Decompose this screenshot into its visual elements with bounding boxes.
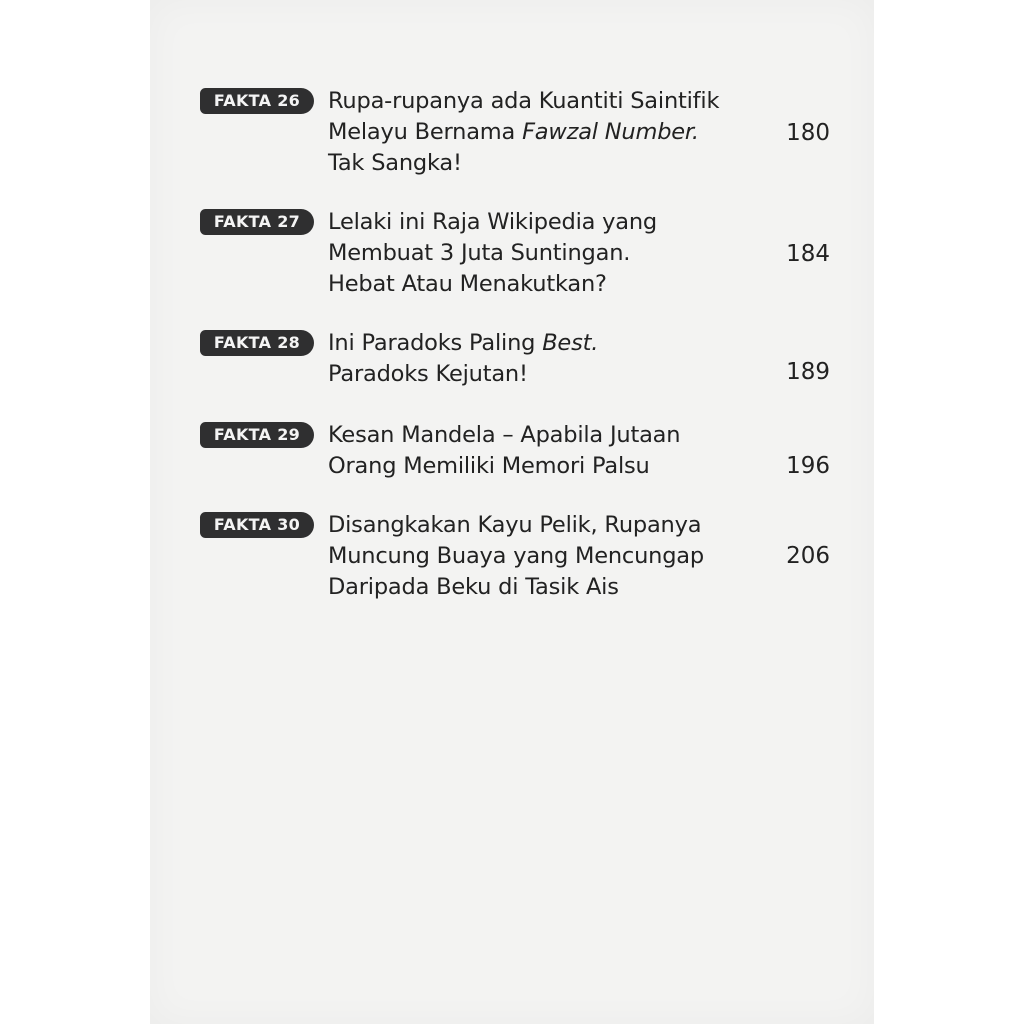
fakta-badge: FAKTA 27 bbox=[200, 209, 314, 235]
fakta-badge: FAKTA 29 bbox=[200, 422, 314, 448]
page-number: 180 bbox=[786, 120, 830, 146]
entry-title: Disangkakan Kayu Pelik, Rupanya Muncung Buaya yang Mencungap Daripada Beku di Tasik Ais bbox=[328, 512, 704, 600]
page-number: 196 bbox=[786, 453, 830, 479]
entry-title: Rupa-rupanya ada Kuantiti Saintifik Melayu Bernama Fawzal Number. Tak Sangka! bbox=[328, 88, 720, 176]
entry-title: Ini Paradoks Paling Best. Paradoks Kejutan! bbox=[328, 330, 599, 387]
fakta-badge: FAKTA 26 bbox=[200, 88, 314, 114]
page-number: 184 bbox=[786, 241, 830, 267]
page-number: 189 bbox=[786, 359, 830, 385]
page-number: 206 bbox=[786, 543, 830, 569]
fakta-badge: FAKTA 28 bbox=[200, 330, 314, 356]
entry-title: Kesan Mandela – Apabila Jutaan Orang Memiliki Memori Palsu bbox=[328, 422, 681, 479]
entry-title: Lelaki ini Raja Wikipedia yang Membuat 3 Juta Suntingan. Hebat Atau Menakutkan? bbox=[328, 209, 658, 297]
fakta-badge: FAKTA 30 bbox=[200, 512, 314, 538]
